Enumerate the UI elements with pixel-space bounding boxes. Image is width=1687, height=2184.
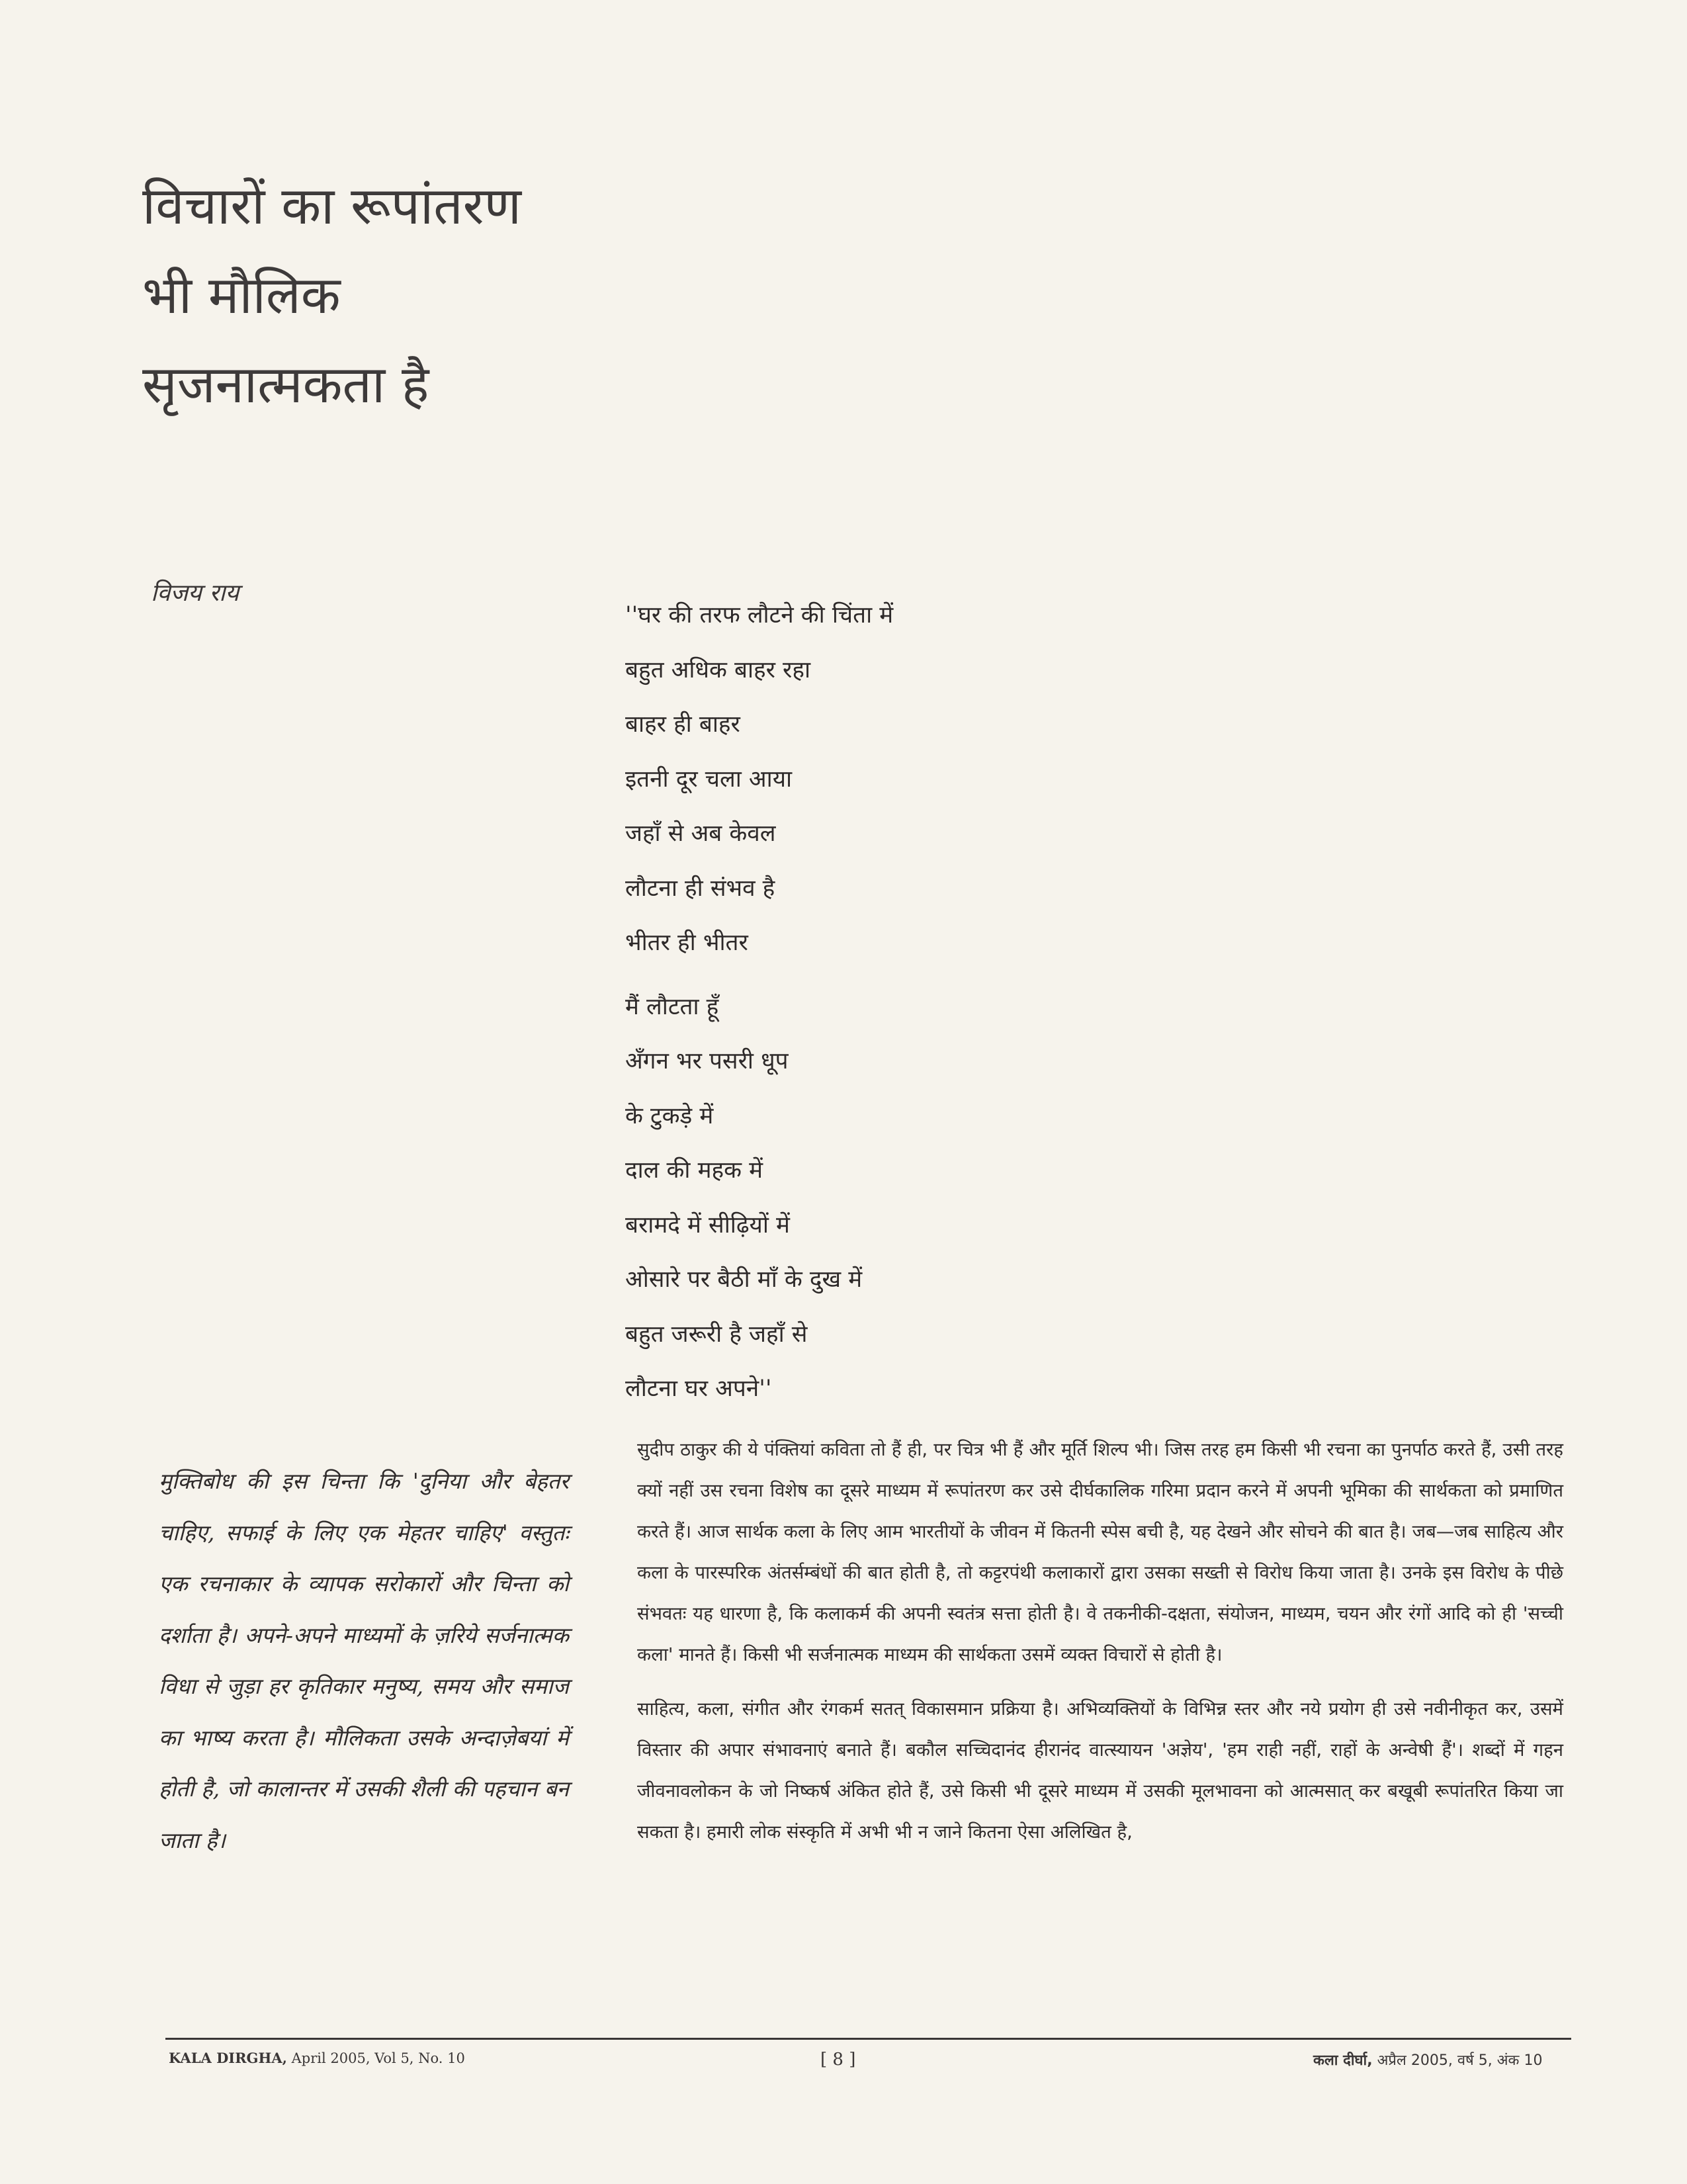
poem-line: लौटना ही संभव है xyxy=(625,875,775,902)
author-name: विजय राय xyxy=(151,580,239,607)
footer-issue-en: April 2005, Vol 5, No. 10 xyxy=(291,2050,465,2066)
title-line-1: विचारों का रूपांतरण xyxy=(142,177,521,236)
poem-line: मैं लौटता हूँ xyxy=(625,993,719,1020)
footer-magazine-name-en: KALA DIRGHA, xyxy=(169,2050,287,2066)
stanza-break xyxy=(625,978,1221,987)
poem-line: जहाँ से अब केवल xyxy=(625,820,776,847)
poem-line: लौटना घर अपने'' xyxy=(625,1376,772,1402)
poem-line: भीतर ही भीतर xyxy=(625,930,748,956)
title-line-2: भी मौलिक xyxy=(142,266,341,326)
pull-quote: मुक्तिबोध की इस चिन्ता कि 'दुनिया और बेहतर चाहिए, सफाई के लिए एक मेहतर चाहिए' वस्तुतः एक रचनाकार के व्यापक सरोकारों और चिन्ता को दर्शाता है। अपने-अपने माध्यमों के ज़रिये सर्जनात्मक विधा से जुड़ा हर कृतिकार मनुष्य, समय और समाज का भाष्य करता है। मौलिकता उसके अन्दाज़ेबयां में होती है, जो कालान्तर में उसकी शैली की पहचान बन जाता है। xyxy=(159,1468,569,1853)
poem-line: इतनी दूर चला आया xyxy=(625,765,793,793)
footer-publication-en xyxy=(169,2050,465,2066)
body-paragraph-2: साहित्य, कला, संगीत और रंगकर्म सतत् विकासमान प्रक्रिया है। अभिव्यक्तियों के विभिन्न स्तर और नये प्रयोग ही उसे नवीनीकृत कर, उसमें विस्तार की अपार संभावनाएं बनाते हैं। बकौल सच्चिदानंद हीरानंद वात्स्यायन 'अज्ञेय', 'हम राही नहीं, राहों के अन्वेषी हैं'। शब्दों में गहन जीवनावलोकन के जो निष्कर्ष अंकित होते हैं, उसे किसी भी दूसरे माध्यम में उसकी मूलभावना को आत्मसात् कर बखूबी रूपांतरित किया जा सकता है। हमारी लोक संस्कृति में अभी भी न जाने कितना ऐसा अलिखित है, xyxy=(637,1698,1563,1843)
poem xyxy=(625,595,1221,1424)
poem-line: बहुत जरूरी है जहाँ से xyxy=(625,1321,808,1348)
poem-line: ओसारे पर बैठी माँ के दुख में xyxy=(625,1266,863,1293)
poem-line: बाहर ही बाहर xyxy=(625,711,740,738)
footer-magazine-name-hi: कला दीर्घा, xyxy=(1313,2052,1373,2069)
poem-line: दाल की महक में xyxy=(625,1157,763,1184)
page-number: [ 8 ] xyxy=(820,2050,856,2070)
poem-line: अँगन भर पसरी धूप xyxy=(625,1048,789,1074)
poem-line: के टुकड़े में xyxy=(625,1102,714,1129)
article-body xyxy=(637,1429,1563,1866)
poem-line: बरामदे में सीढ़ियों में xyxy=(625,1211,790,1239)
footer-issue-hi: अप्रैल 2005, वर्ष 5, अंक 10 xyxy=(1377,2052,1543,2069)
footer-divider xyxy=(165,2038,1571,2040)
poem-line: बहुत अधिक बाहर रहा xyxy=(625,656,811,683)
title-line-3: सृजनात्मकता है xyxy=(142,355,429,415)
article-title xyxy=(142,162,645,430)
footer-publication-hi xyxy=(1313,2050,1542,2070)
poem-line: ''घर की तरफ लौटने की चिंता में xyxy=(625,602,894,629)
body-paragraph-1: सुदीप ठाकुर की ये पंक्तियां कविता तो हैं ही, पर चित्र भी हैं और मूर्ति शिल्प भी। जिस तरह हम किसी भी रचना का पुनर्पाठ करते हैं, उसी तरह क्यों नहीं उस रचना विशेष का दूसरे माध्यम में रूपांतरण कर उसे दीर्घकालिक गरिमा प्रदान करने में अपनी भूमिका की सार्थकता को प्रमाणित करते हैं। आज सार्थक कला के लिए आम भारतीयों के जीवन में कितनी स्पेस बची है, यह देखने और सोचने की बात है। जब—जब साहित्य और कला के पारस्परिक अंतर्सम्बंधों की बात होती है, तो कट्टरपंथी कलाकारों द्वारा उसका सख्ती से विरोध किया जाता है। उनके इस विरोध के पीछे संभवतः यह धारणा है, कि कलाकर्म की अपनी स्वतंत्र सत्ता होती है। वे तकनीकी-दक्षता, संयोजन, माध्यम, चयन और रंगों आदि को ही 'सच्ची कला' मानते हैं। किसी भी सर्जनात्मक माध्यम की सार्थकता उसमें व्यक्त विचारों से होती है। xyxy=(637,1439,1563,1665)
